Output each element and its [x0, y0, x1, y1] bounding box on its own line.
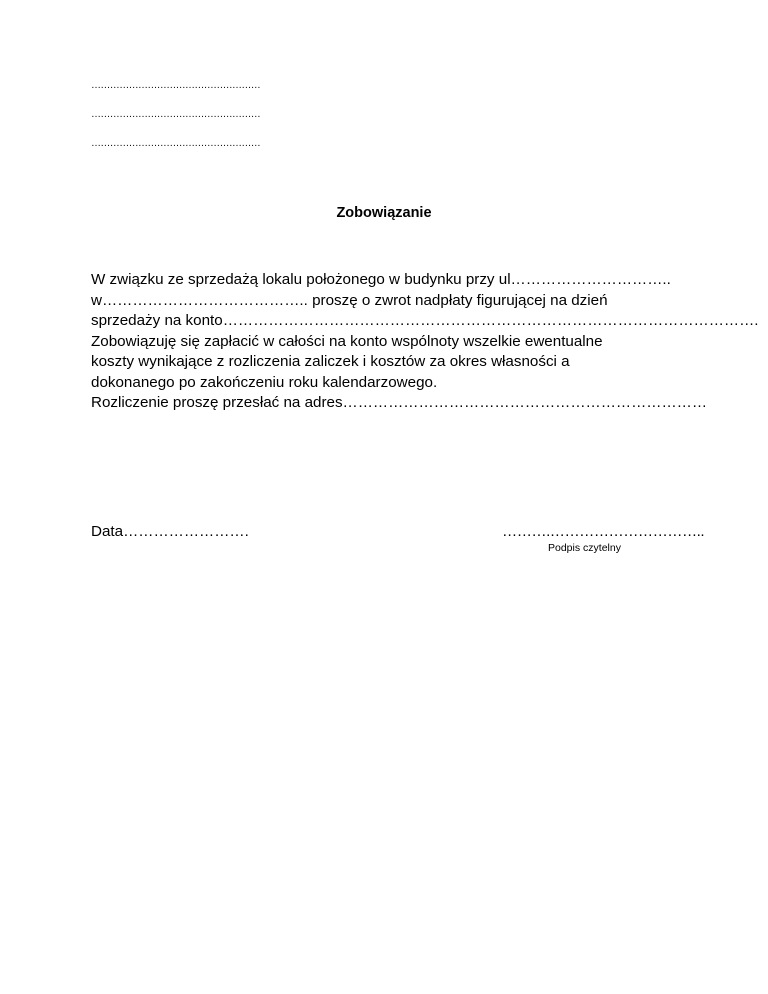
body-line: w………………………………….. proszę o zwrot nadpłaty figurującej na dzień: [91, 291, 608, 309]
body-line: Zobowiązuję się zapłacić w całości na konto wspólnoty wszelkie ewentualne: [91, 332, 603, 350]
sender-details-block: [91, 80, 291, 167]
sender-address-line-2: ………………………………………………: [91, 138, 261, 149]
sender-name-line: ………………………………………………: [91, 80, 261, 91]
signature-caption: Podpis czytelny: [548, 542, 621, 554]
body-line: W związku ze sprzedażą lokalu położonego w budynku przy ul…………………………..: [91, 271, 671, 288]
signature-field: ……….…………………………..: [502, 523, 705, 540]
document-title: Zobowiązanie: [336, 205, 432, 221]
sender-address-line: ………………………………………………: [91, 109, 261, 120]
document-body: [91, 270, 759, 414]
body-line: sprzedaży na konto…………………………………………………………………………………………….: [91, 312, 759, 329]
body-line: dokonanego po zakończeniu roku kalendarzowego.: [91, 373, 438, 391]
body-line: koszty wynikające z rozliczenia zaliczek i kosztów za okres własności a: [91, 353, 570, 370]
date-field: Data…………………….: [91, 523, 249, 540]
body-line: Rozliczenie proszę przesłać na adres………………………………………………………………: [91, 394, 708, 411]
